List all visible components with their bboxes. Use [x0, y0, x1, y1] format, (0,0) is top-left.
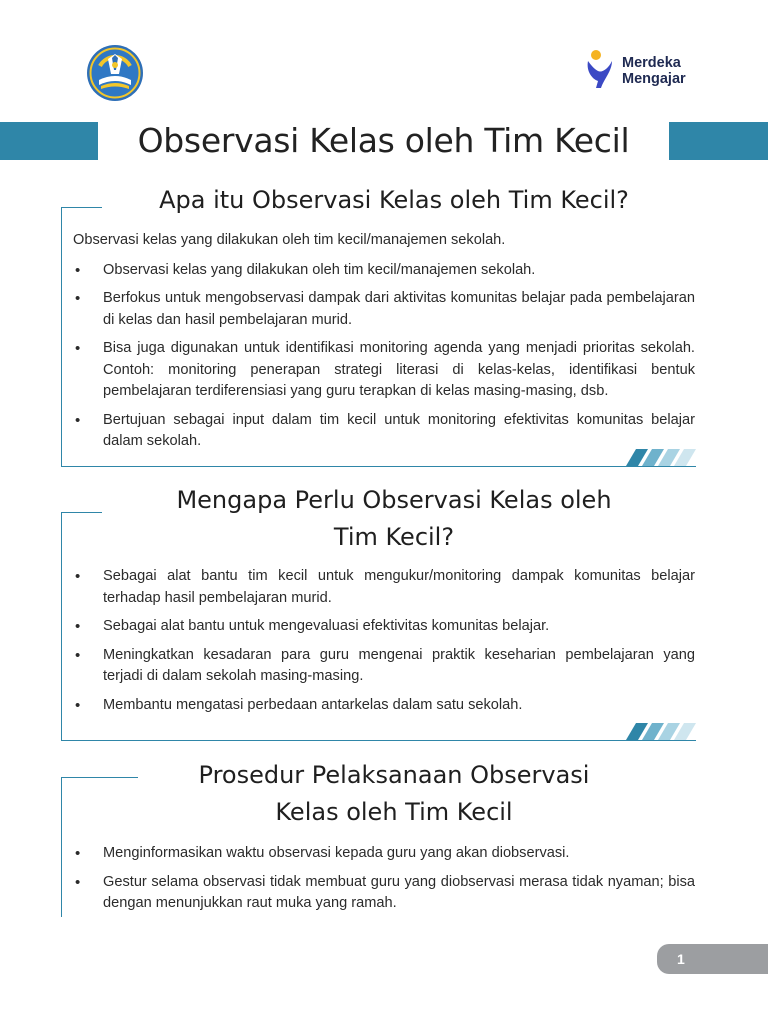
- decorative-stripes: [626, 723, 696, 740]
- list-item: • Bertujuan sebagai input dalam tim kecil untuk monitoring efektivitas komunitas belajar dalam sekolah.: [73, 410, 695, 453]
- section-title-line-2: Tim Kecil?: [333, 523, 455, 551]
- section-body: [73, 566, 695, 723]
- title-band-left: [0, 122, 98, 160]
- merdeka-mengajar-logo: [584, 49, 686, 93]
- section-title-line-1: Mengapa Perlu Observasi Kelas oleh: [176, 486, 612, 514]
- page-title: Observasi Kelas oleh Tim Kecil: [137, 121, 630, 160]
- merdeka-mengajar-figure-icon: [584, 49, 616, 93]
- section-title: [92, 757, 696, 831]
- list-item: • Sebagai alat bantu tim kecil untuk mengukur/monitoring dampak komunitas belajar terhadap hasil pembelajaran murid.: [73, 566, 695, 609]
- list-item: • Observasi kelas yang dilakukan oleh tim kecil/manajemen sekolah.: [73, 260, 695, 282]
- section-what-is: [61, 186, 696, 467]
- section-title-text: Apa itu Observasi Kelas oleh Tim Kecil?: [159, 186, 629, 214]
- bullet-list: [73, 566, 695, 716]
- bullet-list: [73, 843, 695, 915]
- page-number-tab: [657, 944, 768, 974]
- list-item: • Gestur selama observasi tidak membuat guru yang diobservasi merasa tidak nyaman; bisa dengan menunjukkan raut muka yang ramah.: [73, 872, 695, 915]
- list-item: • Meningkatkan kesadaran para guru mengenai praktik keseharian pembelajaran yang terjadi di dalam sekolah masing-masing.: [73, 645, 695, 688]
- decorative-stripes: [626, 449, 696, 466]
- list-item: • Sebagai alat bantu untuk mengevaluasi efektivitas komunitas belajar.: [73, 616, 695, 638]
- list-item: • Membantu mengatasi perbedaan antarkelas dalam satu sekolah.: [73, 695, 695, 717]
- section-body: [73, 230, 695, 460]
- brand-line-1: Merdeka: [622, 55, 681, 71]
- list-item: • Bisa juga digunakan untuk identifikasi monitoring agenda yang menjadi prioritas sekolah. Contoh: monitoring penerapan strategi literasi di kelas-kelas, identifikasi bentuk pembelajaran terdiferensiasi yang guru terapkan di kelas masing-masing, dsb.: [73, 338, 695, 403]
- section-title-line-1: Prosedur Pelaksanaan Observasi: [198, 761, 590, 789]
- section-title: [92, 183, 696, 217]
- bullet-list: [73, 260, 695, 453]
- brand-line-2: Mengajar: [622, 71, 686, 87]
- title-band-right: [669, 122, 768, 160]
- section-procedure: [61, 761, 696, 917]
- section-why: [61, 486, 696, 741]
- list-item: • Berfokus untuk mengobservasi dampak dari aktivitas komunitas belajar pada pembelajaran di kelas dan hasil pembelajaran murid.: [73, 288, 695, 331]
- section-body: [73, 843, 695, 922]
- section-title-line-2: Kelas oleh Tim Kecil: [275, 798, 513, 826]
- section-title: [92, 482, 696, 556]
- page-number: 1: [677, 951, 685, 967]
- section-intro: Observasi kelas yang dilakukan oleh tim kecil/manajemen sekolah.: [73, 232, 506, 248]
- tut-wuri-handayani-emblem-icon: [86, 44, 144, 102]
- list-item: • Menginformasikan waktu observasi kepada guru yang akan diobservasi.: [73, 843, 695, 865]
